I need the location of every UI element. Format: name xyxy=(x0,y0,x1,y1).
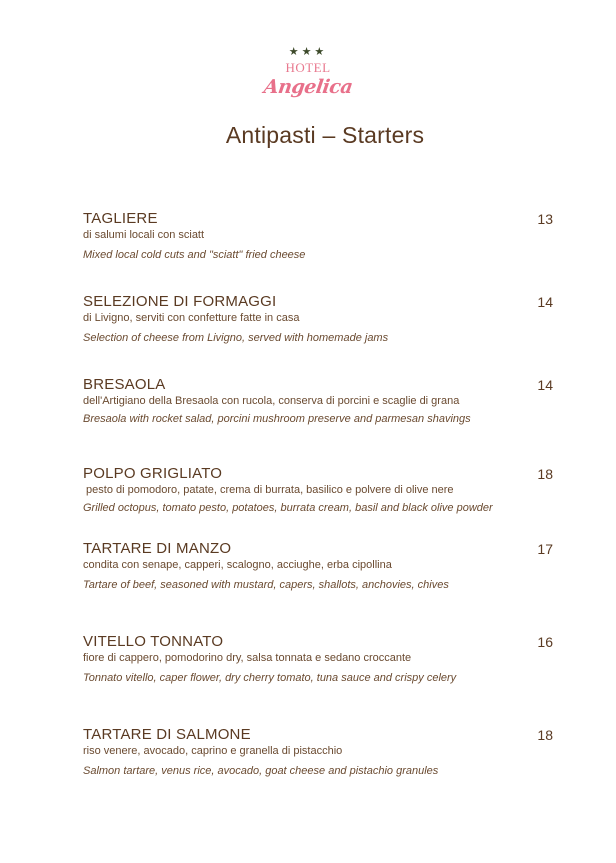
item-description-en: Bresaola with rocket salad, porcini mushroom preserve and parmesan shavings xyxy=(83,413,471,425)
item-price: 14 xyxy=(537,294,553,310)
hotel-logo xyxy=(0,46,616,98)
item-description-it: condita con senape, capperi, scalogno, acciughe, erba cipollina xyxy=(83,559,392,571)
item-price: 14 xyxy=(537,377,553,393)
item-description-en: Selection of cheese from Livigno, served with homemade jams xyxy=(83,332,389,344)
item-description-en: Tartare of beef, seasoned with mustard, capers, shallots, anchovies, chives xyxy=(83,579,449,591)
item-name: SELEZIONE DI FORMAGGI xyxy=(83,293,277,310)
item-description-en: Mixed local cold cuts and "sciatt" fried cheese xyxy=(83,249,306,261)
item-description-it: di salumi locali con sciatt xyxy=(83,229,205,241)
item-name: BRESAOLA xyxy=(83,376,166,393)
item-name: TAGLIERE xyxy=(83,210,158,227)
menu-item xyxy=(83,633,553,685)
item-description-en: Tonnato vitello, caper flower, dry cherry tomato, tuna sauce and crispy celery xyxy=(83,672,457,684)
logo-hotel-text: HOTEL xyxy=(285,60,331,75)
logo-name-text: Angelica xyxy=(262,76,354,98)
item-name: POLPO GRIGLIATO xyxy=(83,465,223,482)
menu-item xyxy=(83,293,553,345)
item-price: 16 xyxy=(537,634,553,650)
item-description-it: pesto di pomodoro, patate, crema di burrata, basilico e polvere di olive nere xyxy=(83,484,454,496)
menu-item xyxy=(83,726,553,778)
item-description-it: di Livigno, serviti con confetture fatte in casa xyxy=(83,312,300,324)
item-price: 18 xyxy=(537,466,553,482)
item-price: 17 xyxy=(537,541,553,557)
item-name: TARTARE DI MANZO xyxy=(83,540,232,557)
page-title: Antipasti – Starters xyxy=(225,122,425,148)
item-name: VITELLO TONNATO xyxy=(83,633,224,650)
item-price: 18 xyxy=(537,727,553,743)
item-description-en: Salmon tartare, venus rice, avocado, goat cheese and pistachio granules xyxy=(83,765,439,777)
item-description-en: Grilled octopus, tomato pesto, potatoes, burrata cream, basil and black olive powder xyxy=(83,502,493,514)
item-description-it: dell'Artigiano della Bresaola con rucola, conserva di porcini e scaglie di grana xyxy=(83,395,460,407)
menu-item xyxy=(83,465,553,515)
item-name: TARTARE DI SALMONE xyxy=(83,726,251,743)
menu-item xyxy=(83,540,553,592)
menu-item xyxy=(83,376,553,426)
stars-icon: ★★★ xyxy=(288,46,328,58)
item-description-it: fiore di cappero, pomodorino dry, salsa tonnata e sedano croccante xyxy=(83,652,412,664)
item-description-it: riso venere, avocado, caprino e granella di pistacchio xyxy=(83,745,343,757)
item-price: 13 xyxy=(537,211,553,227)
menu-item xyxy=(83,210,553,262)
